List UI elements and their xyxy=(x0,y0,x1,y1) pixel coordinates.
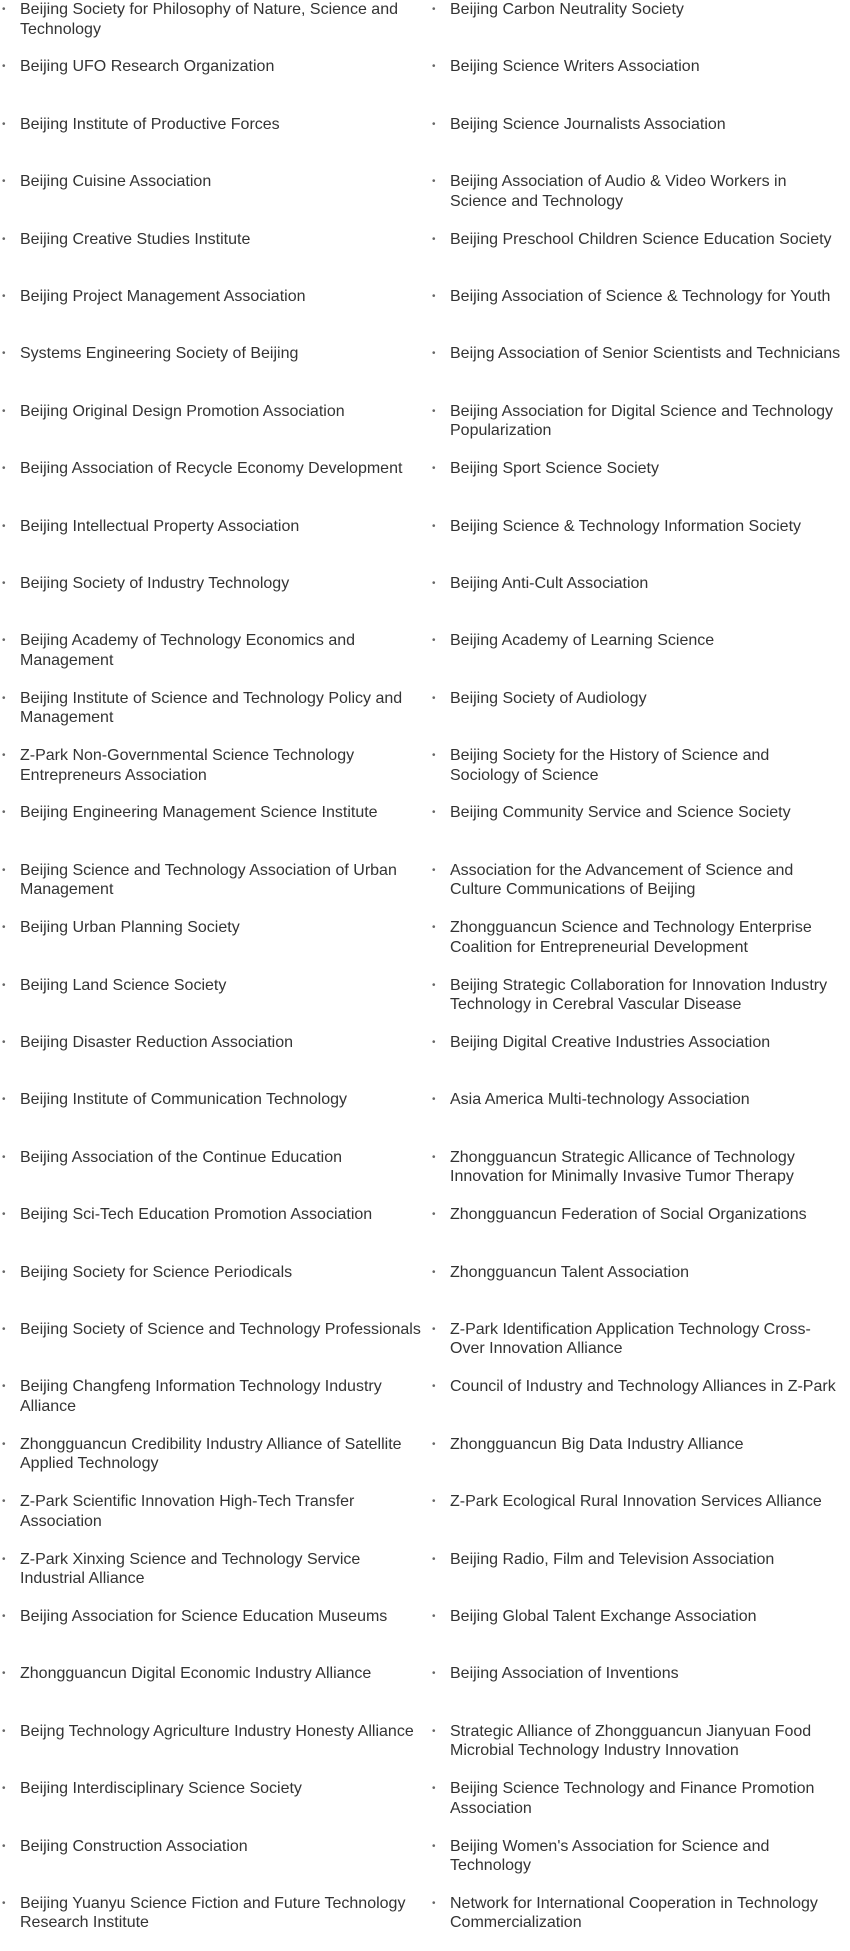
bullet-icon: • xyxy=(432,1209,436,1221)
organization-list-item xyxy=(0,1377,430,1434)
bullet-icon: • xyxy=(432,692,436,704)
organization-list-item xyxy=(430,1435,850,1492)
organization-list-item xyxy=(0,574,430,631)
organization-list-item xyxy=(0,1607,430,1664)
organization-name: Beijing Changfeng Information Technology Industry Alliance xyxy=(20,1378,382,1415)
organization-list-item xyxy=(430,115,850,172)
organization-name: Beijing Project Management Association xyxy=(20,287,306,305)
organization-name: Beijing Construction Association xyxy=(20,1837,248,1855)
bullet-icon: • xyxy=(432,577,436,589)
organization-list-item xyxy=(430,1722,850,1779)
organization-name: Beijing Institute of Communication Technology xyxy=(20,1091,347,1109)
organization-name: Beijing Science Writers Association xyxy=(450,58,700,76)
organization-name: Beijing Institute of Productive Forces xyxy=(20,115,280,133)
bullet-icon: • xyxy=(432,1266,436,1278)
organization-list-item xyxy=(0,459,430,516)
organization-list-item xyxy=(430,1894,850,1951)
bullet-icon: • xyxy=(2,1668,6,1680)
organization-list-item xyxy=(430,976,850,1033)
bullet-icon: • xyxy=(2,750,6,762)
organization-name: Beijing Sport Science Society xyxy=(450,460,659,478)
bullet-icon: • xyxy=(432,1151,436,1163)
bullet-icon: • xyxy=(432,922,436,934)
organization-list-item xyxy=(0,1205,430,1262)
organization-name: Zhongguancun Science and Technology Enterprise Coalition for Entrepreneurial Development xyxy=(450,919,812,956)
organization-name: Beijing Association of the Continue Education xyxy=(20,1148,342,1166)
organization-name: Beijing Intellectual Property Association xyxy=(20,517,300,535)
bullet-icon: • xyxy=(2,922,6,934)
organization-name: Beijing Urban Planning Society xyxy=(20,919,240,937)
organization-list-item xyxy=(430,172,850,229)
bullet-icon: • xyxy=(432,750,436,762)
organization-name: Beijing Land Science Society xyxy=(20,976,227,994)
organization-list-item xyxy=(430,574,850,631)
bullet-icon: • xyxy=(432,290,436,302)
organization-list-item xyxy=(0,344,430,401)
bullet-icon: • xyxy=(2,1209,6,1221)
bullet-icon: • xyxy=(2,118,6,130)
organization-name: Beijing UFO Research Organization xyxy=(20,58,275,76)
organization-name: Beijing Science & Technology Information Society xyxy=(450,517,802,535)
organization-name: Beijing Society of Science and Technology Professionals xyxy=(20,1320,421,1338)
organization-list-item xyxy=(430,344,850,401)
organization-name: Beijing Society of Industry Technology xyxy=(20,574,290,592)
bullet-icon: • xyxy=(2,577,6,589)
organization-name: Zhongguancun Big Data Industry Alliance xyxy=(450,1435,744,1453)
bullet-icon: • xyxy=(432,1553,436,1565)
organization-name: Beijing Society for the History of Science and Sociology of Science xyxy=(450,747,770,784)
bullet-icon: • xyxy=(432,979,436,991)
organization-list-item xyxy=(430,1320,850,1377)
organization-list-item xyxy=(430,1033,850,1090)
bullet-icon: • xyxy=(2,4,6,15)
bullet-icon: • xyxy=(2,1725,6,1737)
organization-list-item xyxy=(0,57,430,114)
bullet-icon: • xyxy=(2,1840,6,1852)
organization-list-item xyxy=(430,1837,850,1894)
organization-name: Z-Park Xinxing Science and Technology Service Industrial Alliance xyxy=(20,1550,361,1588)
organization-list-item xyxy=(430,1205,850,1262)
organization-list-item xyxy=(430,1377,850,1434)
organization-name: Z-Park Identification Application Technology Cross-Over Innovation Alliance xyxy=(450,1320,811,1358)
bullet-icon: • xyxy=(2,635,6,647)
bullet-icon: • xyxy=(2,463,6,475)
organization-list-item xyxy=(430,918,850,975)
organization-name: Beijing Global Talent Exchange Association xyxy=(450,1607,757,1625)
organization-name: Beijing Society for Science Periodicals xyxy=(20,1263,293,1281)
organization-list-item xyxy=(430,1492,850,1549)
organization-name: Beijing Interdisciplinary Science Society xyxy=(20,1780,302,1798)
bullet-icon: • xyxy=(432,176,436,188)
organization-list-item xyxy=(430,1148,850,1205)
organization-name: Beijing Association for Science Education Museums xyxy=(20,1607,388,1625)
bullet-icon: • xyxy=(2,864,6,876)
organization-name: Beijing Carbon Neutrality Society xyxy=(450,1,684,18)
organization-list-item xyxy=(0,976,430,1033)
bullet-icon: • xyxy=(432,1840,436,1852)
bullet-icon: • xyxy=(432,4,436,15)
bullet-icon: • xyxy=(2,1438,6,1450)
organization-name: Beijing Preschool Children Science Education Society xyxy=(450,230,832,248)
organization-list-item xyxy=(0,517,430,574)
organization-list-item xyxy=(0,1033,430,1090)
organization-list-item xyxy=(0,1435,430,1492)
bullet-icon: • xyxy=(2,520,6,532)
organization-list-item xyxy=(0,1320,430,1377)
organization-name: Beijing Science Journalists Association xyxy=(450,115,726,133)
bullet-icon: • xyxy=(432,1323,436,1335)
bullet-icon: • xyxy=(432,1496,436,1508)
organization-name: Council of Industry and Technology Alliances in Z-Park xyxy=(450,1378,836,1396)
bullet-icon: • xyxy=(432,61,436,73)
organization-list-item xyxy=(0,1779,430,1836)
bullet-icon: • xyxy=(432,1725,436,1737)
organization-list-item xyxy=(0,1492,430,1549)
bullet-icon: • xyxy=(432,1783,436,1795)
organization-name: Strategic Alliance of Zhongguancun Jianyuan Food Microbial Technology Industry Innovation xyxy=(450,1722,812,1760)
organization-name: Asia America Multi-technology Association xyxy=(450,1091,750,1109)
organization-list-item xyxy=(430,0,850,57)
bullet-icon: • xyxy=(2,1496,6,1508)
organization-name: Zhongguancun Federation of Social Organizations xyxy=(450,1206,807,1224)
organization-list-item xyxy=(430,861,850,918)
bullet-icon: • xyxy=(432,1610,436,1622)
organization-name: Z-Park Ecological Rural Innovation Services Alliance xyxy=(450,1493,822,1511)
bullet-icon: • xyxy=(2,1897,6,1909)
bullet-icon: • xyxy=(2,1037,6,1049)
organization-list-item xyxy=(430,803,850,860)
organization-name: Beijing Community Service and Science Society xyxy=(450,804,791,822)
organization-list-item xyxy=(0,1837,430,1894)
organization-name: Zhongguancun Digital Economic Industry Alliance xyxy=(20,1665,372,1683)
bullet-icon: • xyxy=(2,1381,6,1393)
organization-list-item xyxy=(0,287,430,344)
bullet-icon: • xyxy=(432,463,436,475)
bullet-icon: • xyxy=(432,118,436,130)
organization-name: Beijing Anti-Cult Association xyxy=(450,574,649,592)
organization-list-item xyxy=(430,689,850,746)
organization-name: Beijing Cuisine Association xyxy=(20,173,212,191)
bullet-icon: • xyxy=(2,1151,6,1163)
organization-list-item xyxy=(430,230,850,287)
bullet-icon: • xyxy=(2,1266,6,1278)
organization-list-item xyxy=(430,517,850,574)
bullet-icon: • xyxy=(432,233,436,245)
bullet-icon: • xyxy=(432,405,436,417)
organization-name: Beijing Creative Studies Institute xyxy=(20,230,251,248)
bullet-icon: • xyxy=(2,692,6,704)
bullet-icon: • xyxy=(2,1094,6,1106)
organization-list-item xyxy=(430,1779,850,1836)
organization-name: Zhongguancun Talent Association xyxy=(450,1263,689,1281)
bullet-icon: • xyxy=(2,1553,6,1565)
bullet-icon: • xyxy=(2,348,6,360)
organization-list-item xyxy=(430,1263,850,1320)
organization-list-item xyxy=(0,115,430,172)
organization-list-item xyxy=(0,1263,430,1320)
organization-list-item xyxy=(430,1607,850,1664)
organization-name: Beijing Institute of Science and Technology Policy and Management xyxy=(20,689,403,727)
organization-name: Beijing Society of Audiology xyxy=(450,689,647,707)
organization-name: Beijing Association of Inventions xyxy=(450,1665,679,1683)
organization-list-item xyxy=(430,631,850,688)
organization-list-item xyxy=(430,402,850,459)
bullet-icon: • xyxy=(432,1438,436,1450)
organization-name: Network for International Cooperation in Technology Commercialization xyxy=(450,1894,818,1932)
bullet-icon: • xyxy=(432,1897,436,1909)
bullet-icon: • xyxy=(432,1094,436,1106)
organization-name: Beijing Disaster Reduction Association xyxy=(20,1034,294,1052)
organization-name: Beijing Science Technology and Finance Promotion Association xyxy=(450,1780,815,1817)
organization-list-item xyxy=(430,1090,850,1147)
organization-name: Beijng Technology Agriculture Industry Honesty Alliance xyxy=(20,1722,414,1740)
bullet-icon: • xyxy=(432,635,436,647)
organization-list-item xyxy=(430,1664,850,1721)
organization-list-item xyxy=(0,1550,430,1607)
organization-name: Association for the Advancement of Science and Culture Communications of Beijing xyxy=(450,861,794,899)
organization-name: Beijing Association for Digital Science and Technology Popularization xyxy=(450,402,834,440)
organization-list-item xyxy=(0,1722,430,1779)
bullet-icon: • xyxy=(2,807,6,819)
organization-list-item xyxy=(430,287,850,344)
organization-list-item xyxy=(430,459,850,516)
bullet-icon: • xyxy=(432,864,436,876)
bullet-icon: • xyxy=(2,233,6,245)
organization-list-item xyxy=(0,918,430,975)
organization-name: Beijing Original Design Promotion Association xyxy=(20,402,345,420)
organization-list-item xyxy=(0,172,430,229)
organization-list-item xyxy=(0,1894,430,1951)
bullet-icon: • xyxy=(432,1668,436,1680)
organization-name: Beijing Yuanyu Science Fiction and Future Technology Research Institute xyxy=(20,1894,406,1932)
organization-list-item xyxy=(0,689,430,746)
organization-name: Beijing Association of Science & Technology for Youth xyxy=(450,287,831,305)
organization-name: Beijng Association of Senior Scientists and Technicians xyxy=(450,345,841,363)
organization-name: Beijing Science and Technology Association of Urban Management xyxy=(20,861,397,899)
organization-list-item xyxy=(0,631,430,688)
organization-list-item xyxy=(430,57,850,114)
organization-name: Beijing Academy of Technology Economics and Management xyxy=(20,632,356,669)
organization-list-item xyxy=(0,1090,430,1147)
bullet-icon: • xyxy=(432,1381,436,1393)
bullet-icon: • xyxy=(2,979,6,991)
organization-name: Beijing Association of Recycle Economy Development xyxy=(20,460,403,478)
organization-list-item xyxy=(430,746,850,803)
bullet-icon: • xyxy=(2,1783,6,1795)
bullet-icon: • xyxy=(2,1610,6,1622)
organization-name: Systems Engineering Society of Beijing xyxy=(20,345,299,363)
organization-list-item xyxy=(0,0,430,57)
organization-list-item xyxy=(430,1550,850,1607)
bullet-icon: • xyxy=(432,348,436,360)
organization-name: Beijing Digital Creative Industries Association xyxy=(450,1034,771,1052)
organization-name: Z-Park Scientific Innovation High-Tech Transfer Association xyxy=(20,1493,355,1530)
bullet-icon: • xyxy=(432,520,436,532)
bullet-icon: • xyxy=(2,290,6,302)
organization-name: Z-Park Non-Governmental Science Technology Entrepreneurs Association xyxy=(20,747,355,784)
organization-name: Beijing Society for Philosophy of Nature, Science and Technology xyxy=(20,1,398,38)
organization-name: Beijing Engineering Management Science Institute xyxy=(20,804,378,822)
bullet-icon: • xyxy=(2,61,6,73)
organization-list-item xyxy=(0,746,430,803)
organization-name: Beijing Women's Association for Science and Technology xyxy=(450,1837,770,1874)
bullet-icon: • xyxy=(2,1323,6,1335)
organization-name: Beijing Academy of Learning Science xyxy=(450,632,715,650)
organization-list-item xyxy=(0,803,430,860)
organization-name: Beijing Radio, Film and Television Association xyxy=(450,1550,775,1568)
bullet-icon: • xyxy=(432,807,436,819)
organization-name: Beijing Sci-Tech Education Promotion Association xyxy=(20,1206,373,1224)
organization-list-item xyxy=(0,230,430,287)
organization-list-item xyxy=(0,1664,430,1721)
organization-name: Zhongguancun Credibility Industry Alliance of Satellite Applied Technology xyxy=(20,1435,402,1473)
bullet-icon: • xyxy=(2,176,6,188)
organization-name: Beijing Strategic Collaboration for Innovation Industry Technology in Cerebral Vascular Disease xyxy=(450,976,828,1014)
organization-list-item xyxy=(0,861,430,918)
organization-name: Beijing Association of Audio & Video Workers in Science and Technology xyxy=(450,173,787,210)
organization-list-item xyxy=(0,1148,430,1205)
organization-list-item xyxy=(0,402,430,459)
bullet-icon: • xyxy=(432,1037,436,1049)
bullet-icon: • xyxy=(2,405,6,417)
organization-name: Zhongguancun Strategic Allicance of Technology Innovation for Minimally Invasive Tumor Therapy xyxy=(450,1148,795,1186)
